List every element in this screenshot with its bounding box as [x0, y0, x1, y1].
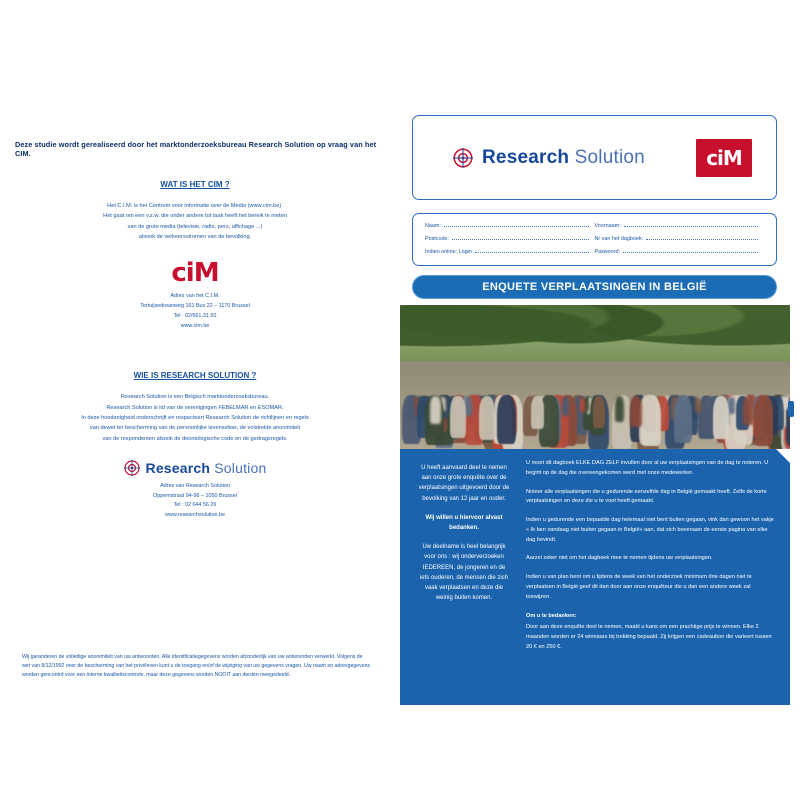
- form-row-name: [425, 221, 764, 229]
- research-solution-logo-text: [146, 460, 267, 476]
- rs-address-line-1: Oppemstraat 94-96 – 1050 Brussel: [153, 492, 237, 499]
- instructions-panel: [400, 449, 790, 705]
- rs-body-line-4: van dewet ter bescherming van de persoonlijke levenssfeer, de volstrekte anonimiteit: [89, 425, 301, 432]
- rs-address-line-2: Tel : 02 644 56 26: [173, 502, 217, 509]
- form-row-login: [425, 247, 764, 255]
- survey-title-bar: ENQUETE VERPLAATSINGEN IN BELGIË: [412, 275, 777, 299]
- label-paswoord: Paswoord:: [594, 249, 620, 255]
- rs-body-line-2: Research Solution is lid van de verenigingen FEBELMAR en ESOMAR.: [106, 404, 284, 411]
- rs-body-line-5: van de respondenten alsook de deontologische code en de gedragsregels.: [102, 435, 288, 442]
- instruction-paragraph-3: Indien u gedurende een bepaalde dag helemaal niet bent buiten gegaan, vink dan gewoon het vakje « Ik ben vandaag niet buiten gegaan in België» aan, dat zich bovenaan de eerste pagina van elke dag bevindt.: [526, 517, 774, 543]
- intro-text: U heeft aanvaard deel te nemen aan onze grote enquête over de verplaatsingen uitgevoerd door de bevolking van 12 jaar en ouder.: [418, 465, 510, 502]
- header-rs-light: Solution: [574, 146, 645, 168]
- questionnaire-cover: [400, 105, 790, 705]
- rs-section-body: [45, 392, 345, 444]
- corner-fold: [776, 449, 790, 463]
- cover-header-box: [412, 115, 777, 200]
- input-dagboeknummer[interactable]: [646, 234, 758, 240]
- input-paswoord[interactable]: [623, 247, 758, 253]
- instruction-paragraph-5: Indien u van plan bent om u tijdens de week van het onderzoek minimum drie dagen niet te verplaatsen in België geef dit dan door aan onze enquêteur die u dan een andere week zal toewijzen.: [526, 574, 752, 600]
- rs-body-line-1: Research Solution is een Belgisch marktonderzoeksbureau.: [120, 394, 270, 401]
- rs-body-line-3: In deze hoedanigheid onderschrijft en respecteert Research Solution de richtlijnen en regels: [81, 414, 309, 421]
- page-edge-marker: [788, 401, 794, 417]
- research-solution-logo: [10, 460, 380, 476]
- cim-website-link[interactable]: www.cim.be: [180, 322, 210, 329]
- field-dagboeknummer[interactable]: [595, 234, 765, 242]
- left-information-panel: [10, 140, 380, 680]
- header-rs-logo-text: [482, 147, 645, 169]
- bonus-text: Door aan deze enquête deel te nemen, maakt u kans om een prachtige prijs te winnen. Elke 2 maanden worden er 24 winnaars bij trekking bepaald. Zij krijgen een cadeaubon die varieert tussen 20 € en 250 €.: [526, 624, 772, 650]
- label-postcode: Postcode:: [425, 236, 449, 242]
- rs-section-title: WIE IS RESEARCH SOLUTION ?: [133, 371, 257, 381]
- header-rs-bold: Research: [482, 146, 570, 168]
- photo-crowd: [400, 355, 790, 453]
- input-postcode[interactable]: [452, 234, 589, 240]
- field-login[interactable]: [425, 247, 595, 255]
- label-voornaam: Voornaam:: [594, 223, 621, 229]
- cim-address-line-2: Tel : 02/661.31.50: [173, 312, 217, 319]
- header-cim-logo-text: ciM: [706, 145, 742, 170]
- form-row-postcode: [425, 234, 764, 242]
- header-research-solution-logo: [453, 147, 645, 169]
- cim-body-line-1: Het C.I.M. is het Centrum voor Informatie over de Media (www.cim.be).: [107, 203, 283, 209]
- thanks-text: Wij willen u hiervoor alvast bedanken.: [425, 514, 503, 531]
- target-icon: [124, 460, 140, 476]
- respondent-form: [412, 213, 777, 266]
- cim-body-line-4: alsook de verkeersstromen van de bevolking.: [138, 234, 252, 241]
- rs-address: [10, 482, 380, 521]
- cim-logo-text: ciM: [171, 258, 219, 289]
- cim-section-body: [45, 201, 345, 242]
- crowd-photo: [400, 305, 790, 453]
- research-solution-section: [10, 371, 380, 521]
- input-voornaam[interactable]: [624, 221, 758, 227]
- input-naam[interactable]: [444, 221, 589, 227]
- participation-text: Uw deelname is heel belangrijk voor ons : wij onderverzoeken IEDEREEN, de jongeren en de iets ouderen, de mensen die zich vaak verplaatsen en deze die weinig buiten komen.: [419, 544, 509, 602]
- input-login[interactable]: [475, 247, 589, 253]
- privacy-footnote: Wij garanderen de volledige anonimiteit van uw antwoorden. Alle identificatiegegevens worden afzonderlijk van uw antwoorden verwerkt. Volgens de wet van 8/12/1992 over de bescherming van het privéleven kunt u de toegang en/of de wijziging van uw gegevens vragen. Uw naam en adresgegevens worden gencontrd voor een interne kwaliteitscontrole, maar deze gegevens worden NOOIT aan derden meegedeeld.: [22, 653, 371, 678]
- cim-body-line-3: van de grote media (televisie, radio, pers, affichage ...): [127, 223, 263, 230]
- label-naam: Naam:: [425, 223, 441, 229]
- cim-section: [10, 180, 380, 331]
- cim-logo: [10, 258, 380, 289]
- rs-logo-light: Solution: [214, 459, 267, 476]
- instruction-paragraph-4: Aarzel zeker niet om het dagboek mee te nemen tijdens uw verplaatsingen.: [526, 555, 713, 562]
- cim-address-line-1: Tertuijsedreanweg 161 Bus 22 – 1170 Brussel: [140, 303, 250, 310]
- intro-column: [418, 463, 510, 603]
- header-cim-logo: [696, 139, 752, 177]
- bonus-title: Om u te bedanken:: [526, 612, 577, 619]
- field-naam[interactable]: [425, 221, 595, 229]
- rs-address-title: Adres van Research Solution: [160, 482, 230, 489]
- field-voornaam[interactable]: [595, 221, 765, 229]
- instructions-column: [526, 459, 774, 662]
- field-postcode[interactable]: [425, 234, 595, 242]
- target-icon: [453, 148, 473, 168]
- study-headline: Deze studie wordt gerealiseerd door het marktonderzoeksbureau Research Solution op vraag van het CIM.: [15, 140, 377, 158]
- cim-body-line-2: Het gaat om een v.z.w. die onder andere tot taak heeft het bereik te meten: [103, 213, 287, 220]
- cim-address-title: Adres van het C.I.M.: [170, 293, 220, 300]
- instruction-paragraph-1: U moet dit dagboek ELKE DAG ZELF invullen door al uw verplaatsingen van de dag te noteren. U begint op de dag die overeengekomen werd met onze medewerker.: [526, 460, 769, 476]
- rs-website-link[interactable]: www.researchsolution.be: [165, 512, 225, 519]
- instruction-paragraph-2: Noteer alle verplaatsingen die u gedurende eenzelfde dag in België gemaakt heeft. Zelfs de korte verplaatsingen en deze die u te voet heeft gemaakt.: [526, 488, 767, 505]
- rs-logo-bold: Research: [145, 459, 211, 476]
- field-paswoord[interactable]: [595, 247, 765, 255]
- label-login: Indien online: Login: [425, 249, 472, 255]
- label-dagboeknummer: Nr van het dagboek:: [594, 236, 644, 242]
- cim-address: [10, 292, 380, 331]
- cim-section-title: WAT IS HET CIM ?: [160, 180, 230, 189]
